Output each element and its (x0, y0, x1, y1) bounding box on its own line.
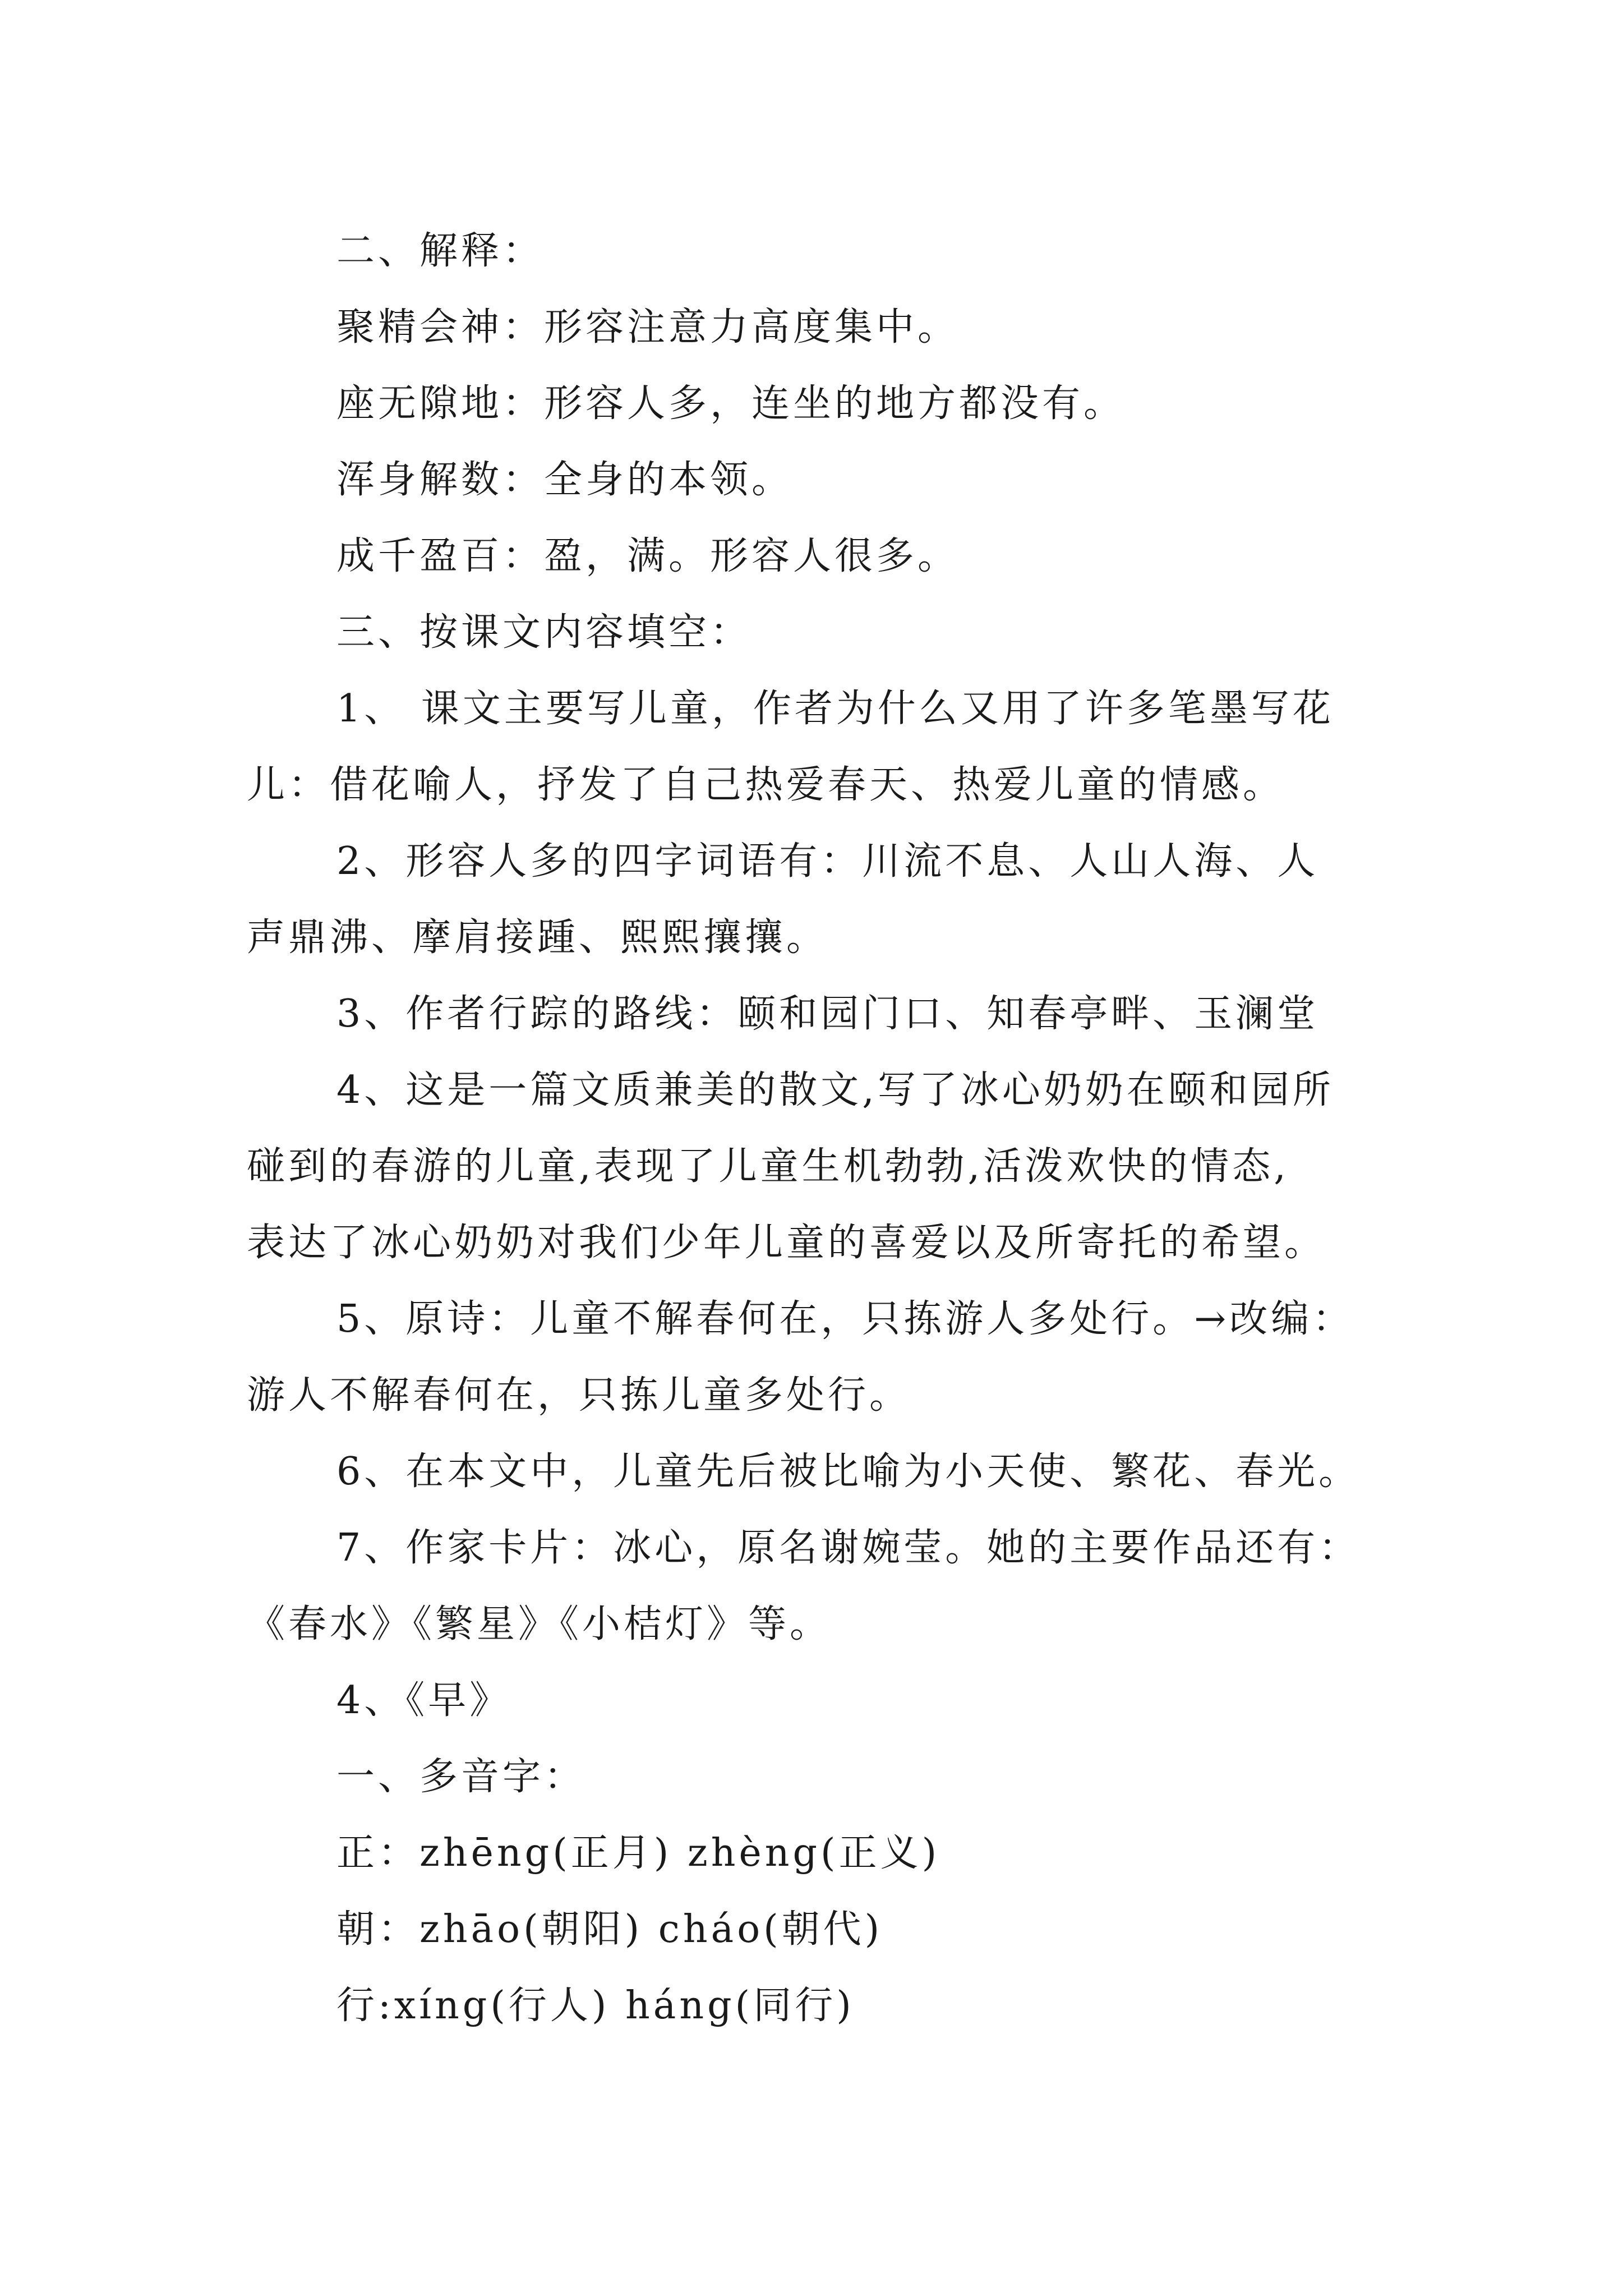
paragraph-line: 3、作者行踪的路线：颐和园门口、知春亭畔、玉澜堂 (336, 992, 1319, 1036)
paragraph-line: 6、在本文中，儿童先后被比喻为小天使、繁花、春光。 (336, 1450, 1361, 1494)
definition-line: 成千盈百：盈，满。形容人很多。 (336, 534, 960, 578)
section-heading-polyphones: 一、多音字： (336, 1755, 586, 1799)
paragraph-line: 4、这是一篇文质兼美的散文,写了冰心奶奶在颐和园所 (336, 1068, 1334, 1112)
document-body (247, 213, 1424, 2044)
paragraph-line: 《春水》《繁星》《小桔灯》等。 (247, 1602, 832, 1646)
definition-line: 浑身解数：全身的本领。 (336, 458, 794, 502)
section-heading-explanation: 二、解释： (336, 229, 545, 273)
definition-line: 座无隙地：形容人多，连坐的地方都没有。 (336, 381, 1126, 426)
paragraph-line: 表达了冰心奶奶对我们少年儿童的喜爱以及所寄托的希望。 (247, 1221, 1326, 1265)
paragraph-line: 7、作家卡片：冰心，原名谢婉莹。她的主要作品还有： (336, 1526, 1361, 1570)
paragraph-line: 1、 课文主要写儿童，作者为什么又用了许多笔墨写花 (336, 687, 1334, 731)
polyphone-line: 朝：zhāo(朝阳) cháo(朝代) (336, 1907, 883, 1952)
paragraph-line: 游人不解春何在，只拣儿童多处行。 (247, 1373, 911, 1418)
polyphone-line: 正：zhēng(正月) zhèng(正义) (336, 1831, 940, 1875)
paragraph-line: 2、形容人多的四字词语有：川流不息、人山人海、人 (336, 839, 1319, 884)
lesson-title: 4、《早》 (336, 1678, 511, 1723)
paragraph-line: 5、原诗：儿童不解春何在，只拣游人多处行。→改编： (336, 1297, 1354, 1341)
section-heading-fill-in: 三、按课文内容填空： (336, 610, 752, 655)
paragraph-line: 碰到的春游的儿童,表现了儿童生机勃勃,活泼欢快的情态, (247, 1144, 1289, 1189)
paragraph-line: 儿：借花喻人，抒发了自己热爱春天、热爱儿童的情感。 (247, 763, 1285, 807)
polyphone-line: 行:xíng(行人) háng(同行) (336, 1984, 855, 2028)
paragraph-line: 声鼎沸、摩肩接踵、熙熙攘攘。 (247, 915, 828, 960)
definition-line: 聚精会神：形容注意力高度集中。 (336, 305, 960, 349)
